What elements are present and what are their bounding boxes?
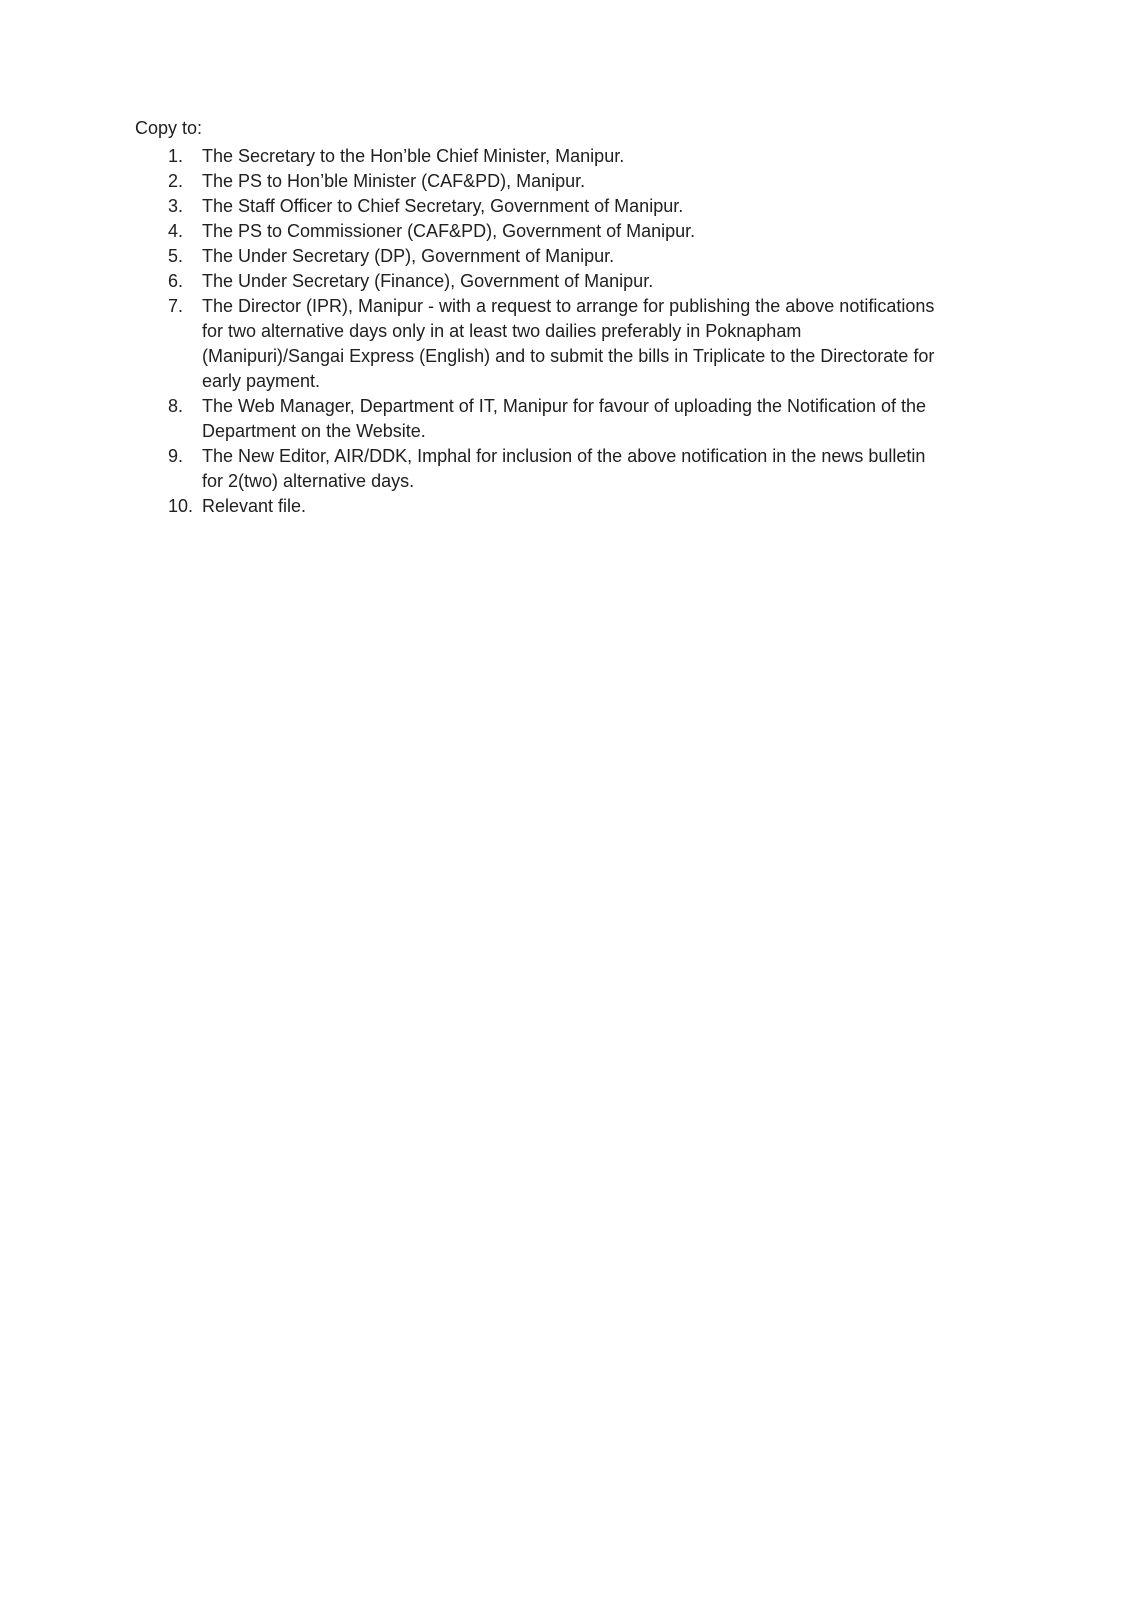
copy-to-list	[135, 144, 995, 519]
list-item-text: Relevant file.	[202, 496, 307, 516]
list-item-text: The Under Secretary (Finance), Government of Manipur.	[202, 271, 654, 291]
list-item-number: 3.	[168, 196, 184, 216]
list-item-number: 7.	[168, 296, 184, 316]
list-item	[135, 494, 995, 519]
list-item-number: 2.	[168, 171, 184, 191]
list-item	[135, 444, 995, 494]
list-item	[135, 194, 995, 219]
list-item-text: The PS to Hon’ble Minister (CAF&PD), Manipur.	[202, 171, 586, 191]
list-item-number: 8.	[168, 396, 184, 416]
list-item-number: 10.	[168, 496, 194, 516]
list-item	[135, 269, 995, 294]
list-item-number: 4.	[168, 221, 184, 241]
list-item-text: The Director (IPR), Manipur - with a request to arrange for publishing the above notifications for two alternative days only in at least two dailies preferably in Poknapham (Manipuri)/Sangai Express (English) and to submit the bills in Triplicate to the Directorate for early payment.	[202, 296, 935, 391]
copy-to-block	[135, 116, 995, 519]
list-item-number: 1.	[168, 146, 184, 166]
list-item	[135, 394, 995, 444]
list-item-number: 9.	[168, 446, 184, 466]
list-item	[135, 219, 995, 244]
list-item-number: 5.	[168, 246, 184, 266]
list-item	[135, 294, 995, 394]
list-item-number: 6.	[168, 271, 184, 291]
list-item-text: The Staff Officer to Chief Secretary, Government of Manipur.	[202, 196, 684, 216]
copy-to-heading: Copy to:	[135, 118, 203, 138]
list-item	[135, 244, 995, 269]
list-item-text: The Web Manager, Department of IT, Manipur for favour of uploading the Notification of the Department on the Website.	[202, 396, 927, 441]
list-item	[135, 144, 995, 169]
list-item	[135, 169, 995, 194]
list-item-text: The Under Secretary (DP), Government of Manipur.	[202, 246, 615, 266]
list-item-text: The New Editor, AIR/DDK, Imphal for inclusion of the above notification in the news bulletin for 2(two) alternative days.	[202, 446, 926, 491]
list-item-text: The PS to Commissioner (CAF&PD), Government of Manipur.	[202, 221, 696, 241]
list-item-text: The Secretary to the Hon’ble Chief Minister, Manipur.	[202, 146, 625, 166]
